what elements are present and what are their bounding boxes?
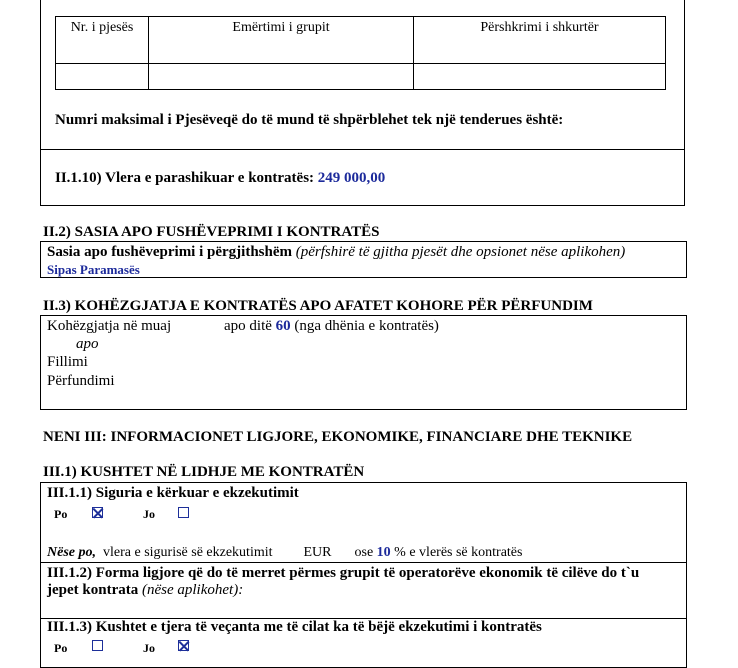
header-group-name: Emërtimi i grupit <box>149 17 414 64</box>
scope-line <box>47 244 625 261</box>
if-yes-label: Nëse po, <box>47 545 96 560</box>
end-label: Përfundimi <box>47 373 115 389</box>
estimated-value: 249 000,00 <box>317 170 386 186</box>
table-cell[interactable] <box>414 64 666 90</box>
header-short-description: Përshkrimi i shkurtër <box>414 17 666 64</box>
table-cell[interactable] <box>56 64 149 90</box>
estimated-value-label: II.1.10) Vlera e parashikuar e kontratës: <box>55 170 315 186</box>
section-3-1-2-title2: jepet kontrata <box>47 582 139 598</box>
section-3-1-3-title: III.1.3) Kushtet e tjera të veçanta me të cilat ka të bëjë ekzekutimi i kontratës <box>47 619 542 635</box>
security-no-checkbox[interactable] <box>178 507 189 518</box>
security-currency: EUR <box>303 545 332 560</box>
header-part-number: Nr. i pjesës <box>56 17 149 64</box>
conditions-yes-checkbox[interactable] <box>92 640 103 651</box>
table-header-row <box>56 17 666 64</box>
security-no-label: Jo <box>143 507 155 521</box>
scope-label: Sasia apo fushëveprimi i përgjithshëm <box>47 244 293 260</box>
duration-days-prefix: apo ditë <box>224 318 272 334</box>
table-cell[interactable] <box>149 64 414 90</box>
duration-days-value: 60 <box>275 318 291 334</box>
section-3-1-heading: III.1) KUSHTET NË LIDHJE ME KONTRATËN <box>43 464 365 480</box>
scope-note: (përfshirë të gjitha pjesët dhe opsionet nëse aplikohen) <box>295 244 626 260</box>
section-3-1-2-title: III.1.2) Forma ligjore që do të merret përmes grupit të operatorëve ekonomik të cilëve do t`u <box>47 565 640 581</box>
section-3-1-1-title: III.1.1) Siguria e kërkuar e ekzekutimit <box>47 485 299 501</box>
security-yes-checkbox[interactable] <box>92 507 103 518</box>
parts-table <box>55 16 666 90</box>
section-3-1-2-note: (nëse aplikohet): <box>141 582 244 598</box>
duration-days-suffix: (nga dhënia e kontratës) <box>294 318 439 334</box>
conditions-yes-label: Po <box>54 641 68 655</box>
section-3-heading: NENI III: INFORMACIONET LIGJORE, EKONOMIKE, FINANCIARE DHE TEKNIKE <box>43 429 633 445</box>
conditions-no-label: Jo <box>143 641 155 655</box>
section-3-1-2-line2 <box>47 582 243 599</box>
security-amount-text: vlera e sigurisë së ekzekutimit <box>103 545 273 560</box>
duration-or: apo <box>76 336 99 352</box>
scope-value: Sipas Paramasës <box>47 262 140 277</box>
section-2-3-heading: II.3) KOHËZGJATJA E KONTRATËS APO AFATET KOHORE PËR PËRFUNDIM <box>43 298 593 314</box>
duration-days-line <box>224 318 439 335</box>
security-percent-suffix: % e vlerës së kontratës <box>394 545 523 560</box>
security-percent-value: 10 <box>376 545 391 560</box>
start-label: Fillimi <box>47 354 88 370</box>
conditions-no-checkbox[interactable] <box>178 640 189 651</box>
max-lots-text: Numri maksimal i Pjesëveqë do të mund të shpërblehet tek një tenderues është: <box>55 112 564 128</box>
estimated-value-line <box>55 170 385 187</box>
security-amount-line <box>47 545 522 561</box>
table-row <box>56 64 666 90</box>
security-yes-label: Po <box>54 507 68 521</box>
security-or: ose <box>354 545 374 560</box>
duration-months-label: Kohëzgjatja në muaj <box>47 318 172 334</box>
section-2-2-heading: II.2) SASIA APO FUSHËVEPRIMI I KONTRATËS <box>43 224 380 240</box>
